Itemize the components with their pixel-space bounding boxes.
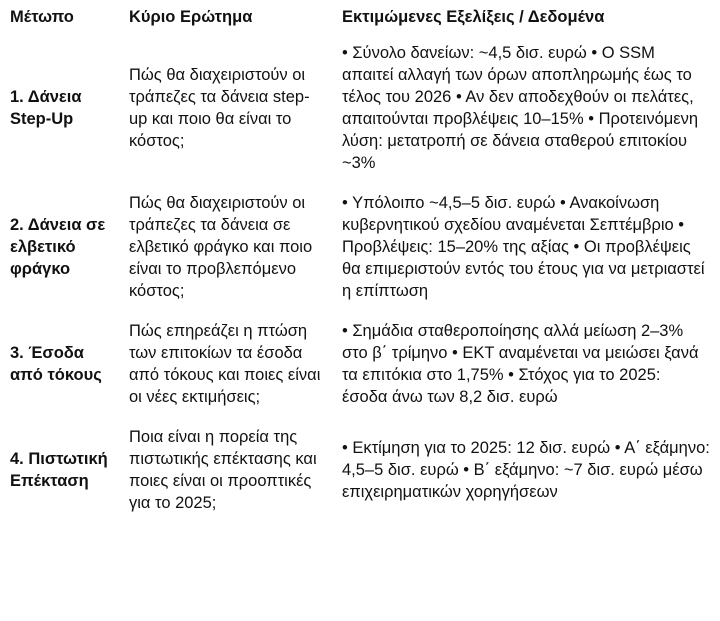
table-row: [0, 42, 720, 192]
row-data: • Εκτίμηση για το 2025: 12 δισ. ευρώ • Α΄ εξάμηνο: 4,5–5 δισ. ευρώ • Β΄ εξάμηνο: ~7 δισ. ευρώ μέσω επιχειρηματικών χορηγήσεων: [342, 439, 710, 501]
row-data: • Σημάδια σταθεροποίησης αλλά μείωση 2–3% στο β΄ τρίμηνο • ΕΚΤ αναμένεται να μειώσει ξανά τα επιτόκια στο 1,75% • Στόχος για το 2025: έσοδα άνω των 8,2 δισ. ευρώ: [342, 322, 699, 406]
table-row: [0, 320, 720, 426]
header-question: Κύριο Ερώτημα: [129, 8, 253, 26]
row-data: • Σύνολο δανείων: ~4,5 δισ. ευρώ • Ο SSM απαιτεί αλλαγή των όρων αποπληρωμής έως το τέλος του 2026 • Αν δεν αποδεχθούν οι πελάτες, απαιτούνται προβλέψεις 10–15% • Προτεινόμενη λύση: μετατροπή σε δάνεια σταθερού επιτοκίου ~3%: [342, 44, 699, 172]
row-topic: 1. Δάνεια Step-Up: [10, 88, 82, 128]
header-topic: Μέτωπο: [10, 8, 74, 26]
table-row: [0, 192, 720, 320]
row-topic: 2. Δάνεια σε ελβετικό φράγκο: [10, 216, 106, 278]
table-row: [0, 426, 720, 514]
row-topic: 3. Έσοδα από τόκους: [10, 344, 102, 384]
row-question: Πώς θα διαχειριστούν οι τράπεζες τα δάνεια step-up και ποιο θα είναι το κόστος;: [129, 66, 310, 150]
table-header-row: [0, 0, 720, 42]
row-question: Ποια είναι η πορεία της πιστωτικής επέκτασης και ποιες είναι οι προοπτικές για το 2025;: [129, 428, 317, 512]
row-topic: 4. Πιστωτική Επέκταση: [10, 450, 108, 490]
header-data: Εκτιμώμενες Εξελίξεις / Δεδομένα: [342, 8, 605, 26]
row-question: Πώς επηρεάζει η πτώση των επιτοκίων τα έσοδα από τόκους και ποιες είναι οι νέες εκτιμήσεις;: [129, 322, 321, 406]
row-question: Πώς θα διαχειριστούν οι τράπεζες τα δάνεια σε ελβετικό φράγκο και ποιο είναι το προβλεπόμενο κόστος;: [129, 194, 313, 300]
row-data: • Υπόλοιπο ~4,5–5 δισ. ευρώ • Ανακοίνωση κυβερνητικού σχεδίου αναμένεται Σεπτέμβριο • Προβλέψεις: 15–20% της αξίας • Οι προβλέψεις θα επιμεριστούν εντός του έτους για να μετριαστεί η επίπτωση: [342, 194, 705, 300]
